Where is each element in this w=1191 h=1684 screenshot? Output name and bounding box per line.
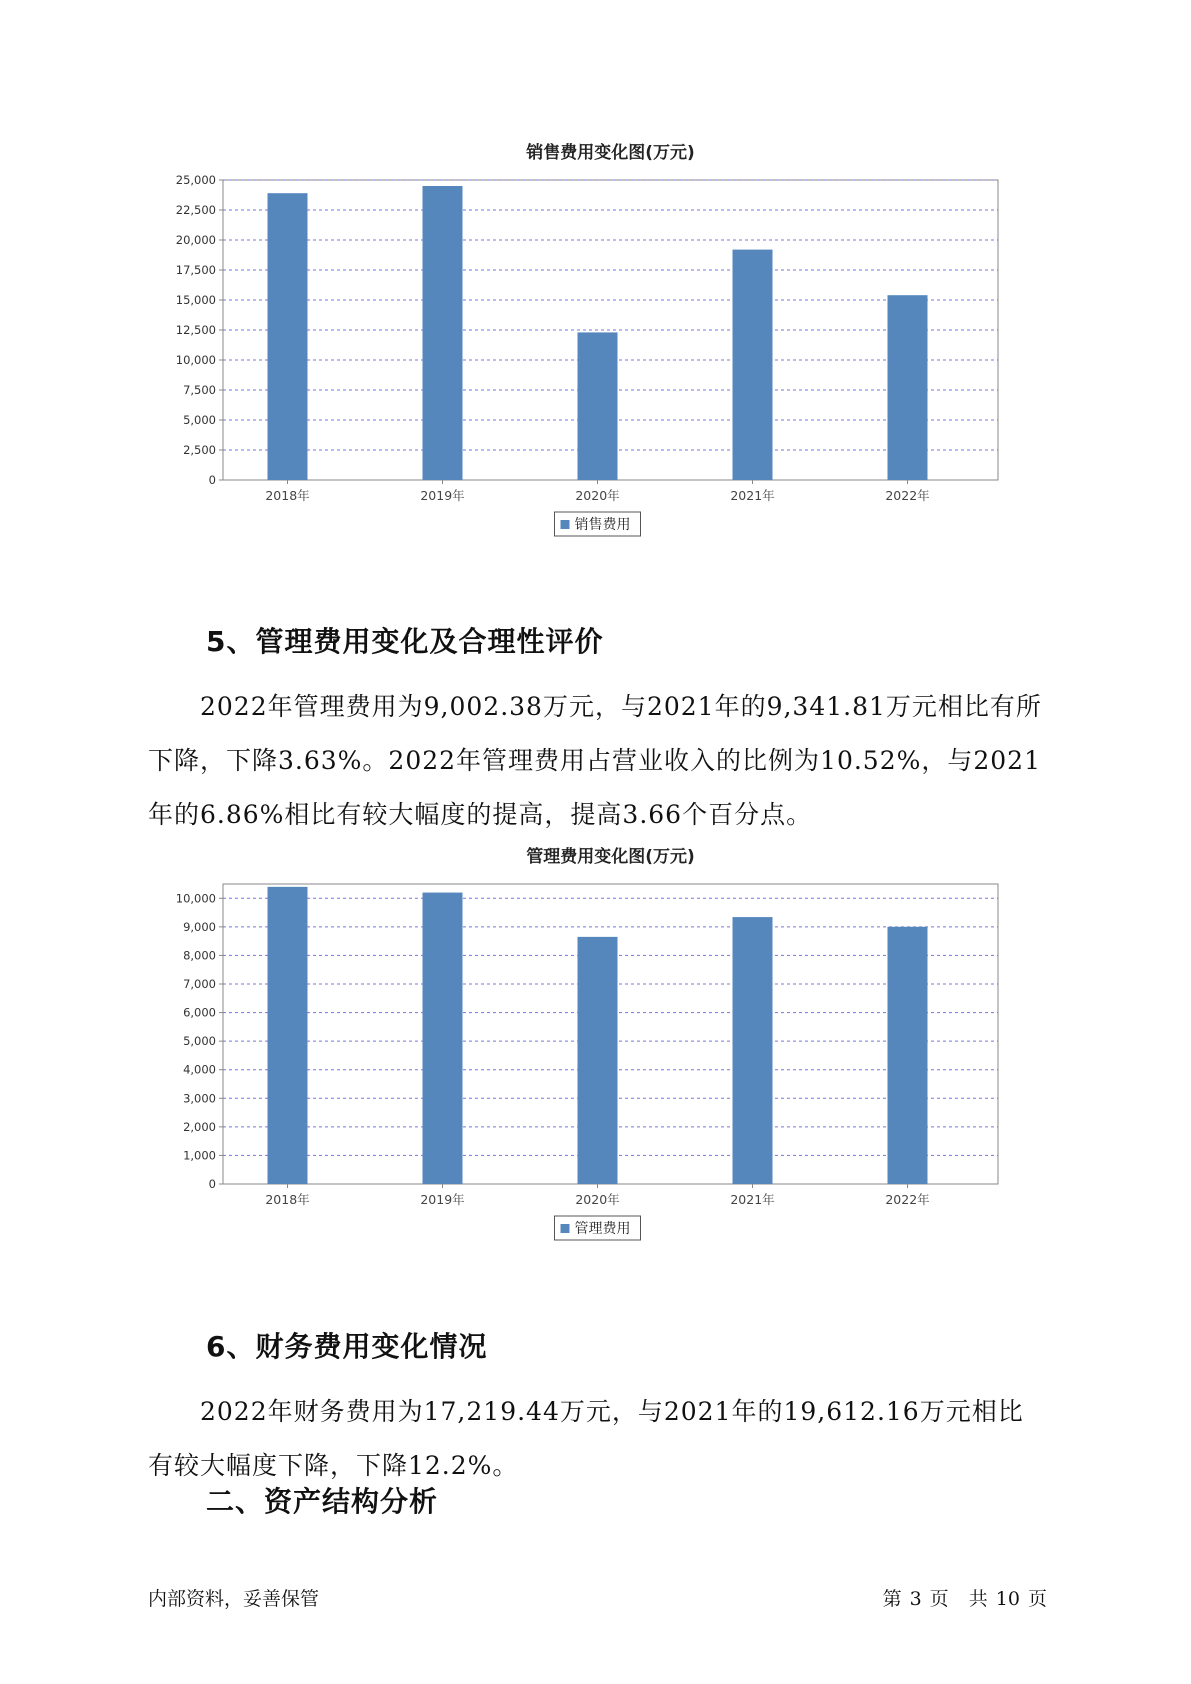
admin-expense-text: 2022年管理费用为9,002.38万元，与2021年的9,341.81万元相比有所下降，下降3.63%。2022年管理费用占营业收入的比例为10.52%，与2021年的6.86%相比有较大幅度的提高，提高3.66个百分点。 <box>148 692 1042 829</box>
legend-swatch <box>561 520 570 529</box>
y-tick-label: 20,000 <box>175 233 216 247</box>
x-tick-label: 2018年 <box>265 488 310 503</box>
y-tick-label: 3,000 <box>183 1091 216 1106</box>
x-tick-label: 2021年 <box>730 488 775 503</box>
y-tick-label: 10,000 <box>175 891 216 906</box>
page-prefix: 第 <box>882 1588 902 1610</box>
y-tick-label: 2,000 <box>183 1119 216 1134</box>
bar-2020年 <box>578 937 618 1184</box>
bar-2021年 <box>733 917 773 1184</box>
legend-label: 管理费用 <box>574 1221 631 1237</box>
bar-2019年 <box>423 186 463 480</box>
x-tick-label: 2022年 <box>885 488 930 503</box>
chart-title: 管理费用变化图(万元) <box>526 847 695 867</box>
page-number: 3 <box>909 1588 922 1610</box>
admin-expense-chart <box>150 840 1030 1280</box>
y-tick-label: 5,000 <box>183 1034 216 1049</box>
y-tick-label: 10,000 <box>175 353 216 367</box>
y-tick-label: 6,000 <box>183 1005 216 1020</box>
total-unit: 页 <box>1027 1588 1047 1610</box>
bar-2020年 <box>578 332 618 480</box>
chart-svg <box>150 840 1030 1280</box>
y-tick-label: 0 <box>208 473 216 487</box>
y-tick-label: 7,500 <box>183 383 216 397</box>
y-tick-label: 1,000 <box>183 1148 216 1163</box>
x-tick-label: 2021年 <box>730 1192 775 1207</box>
x-tick-label: 2018年 <box>265 1192 310 1207</box>
legend-label: 销售费用 <box>574 517 631 533</box>
bar-2022年 <box>888 295 928 480</box>
y-tick-label: 8,000 <box>183 948 216 963</box>
chart-title: 销售费用变化图(万元) <box>526 143 695 163</box>
total-prefix: 共 <box>968 1588 988 1610</box>
finance-expense-text: 2022年财务费用为17,219.44万元，与2021年的19,612.16万元相比有较大幅度下降，下降12.2%。 <box>148 1397 1024 1480</box>
y-tick-label: 5,000 <box>183 413 216 427</box>
bar-2019年 <box>423 893 463 1184</box>
y-tick-label: 7,000 <box>183 977 216 991</box>
x-tick-label: 2020年 <box>575 1192 620 1207</box>
x-tick-label: 2019年 <box>420 488 465 503</box>
y-tick-label: 9,000 <box>183 919 216 934</box>
y-tick-label: 15,000 <box>175 293 216 307</box>
y-tick-label: 12,500 <box>175 323 216 337</box>
sales-expense-chart <box>150 136 1030 576</box>
y-tick-label: 2,500 <box>183 443 216 457</box>
x-tick-label: 2022年 <box>885 1192 930 1207</box>
legend-swatch <box>561 1224 570 1233</box>
admin-expense-paragraph <box>148 680 1048 842</box>
x-tick-label: 2019年 <box>420 1192 465 1207</box>
section-heading-asset-structure: 二、资产结构分析 <box>206 1485 439 1518</box>
bar-2021年 <box>733 250 773 480</box>
y-tick-label: 4,000 <box>183 1062 216 1077</box>
y-tick-label: 22,500 <box>175 203 216 217</box>
chart-svg <box>150 136 1030 576</box>
footer-confidential-note: 内部资料，妥善保管 <box>148 1588 320 1610</box>
x-tick-label: 2020年 <box>575 488 620 503</box>
finance-expense-paragraph <box>148 1385 1048 1493</box>
total-pages: 10 <box>995 1588 1020 1610</box>
bar-2022年 <box>888 927 928 1184</box>
y-tick-label: 0 <box>208 1177 216 1191</box>
y-tick-label: 25,000 <box>175 173 216 187</box>
section-heading-admin-expense: 5、管理费用变化及合理性评价 <box>206 625 604 658</box>
bar-2018年 <box>268 887 308 1184</box>
section-heading-finance-expense: 6、财务费用变化情况 <box>206 1330 488 1363</box>
y-tick-label: 17,500 <box>175 263 216 277</box>
footer-page-info <box>879 1584 1051 1611</box>
bar-2018年 <box>268 193 308 480</box>
page-unit: 页 <box>929 1588 949 1610</box>
